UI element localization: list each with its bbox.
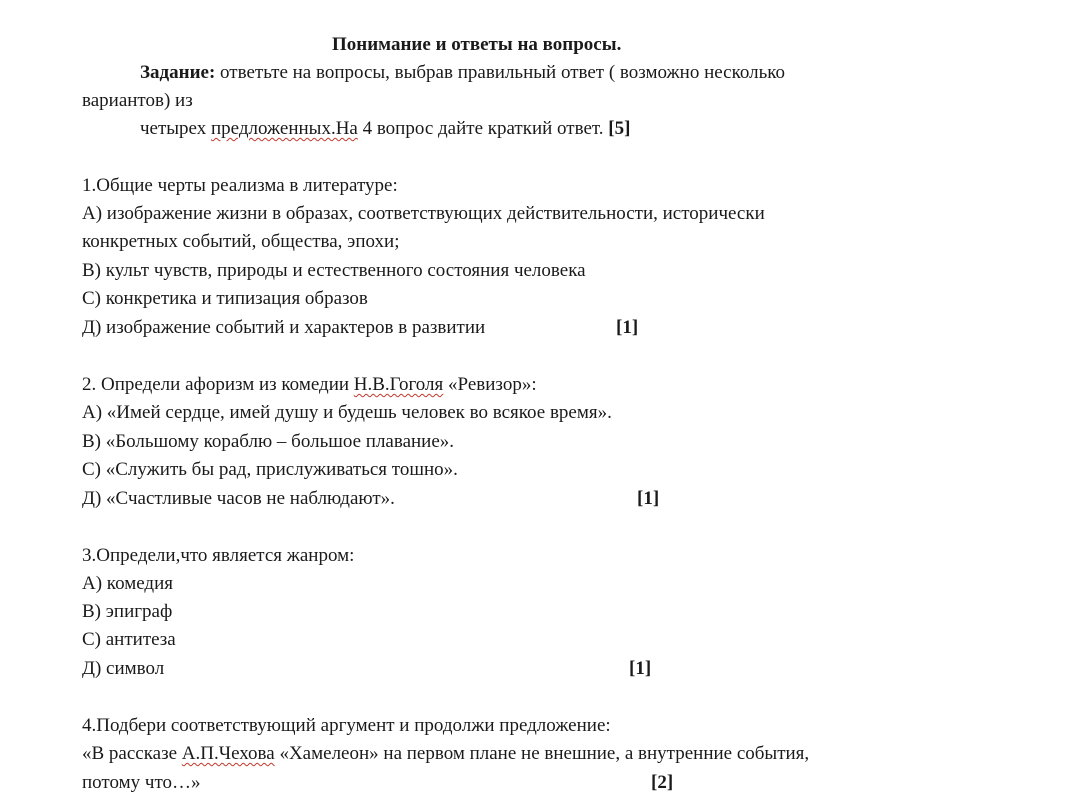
q4-line-1b: «Хамелеон» на первом плане не внешние, а внутренние события, <box>274 743 810 764</box>
q2-option-b: В) «Большому кораблю – большое плавание». <box>82 431 455 452</box>
task-text-3c: 4 вопрос дайте краткий ответ. <box>357 118 609 139</box>
q4-line-1 <box>82 743 809 765</box>
q2-prompt-a: 2. Определи афоризм из комедии <box>82 374 354 395</box>
task-line-3 <box>140 118 630 140</box>
q3-score: [1] <box>629 658 652 679</box>
page-title: Понимание и ответы на вопросы. <box>332 34 622 55</box>
q3-prompt: 3.Определи,что является жанром: <box>82 545 355 566</box>
task-label: Задание: <box>140 62 216 83</box>
q1-option-b: В) культ чувств, природы и естественного состояния человека <box>82 260 586 281</box>
q4-prompt: 4.Подбери соответствующий аргумент и продолжи предложение: <box>82 715 611 736</box>
task-text-3b: предложенных.На <box>211 118 358 139</box>
q4-line-2: потому что…» <box>82 772 201 793</box>
q2-prompt-name: Н.В.Гоголя <box>353 374 444 395</box>
q1-option-d: Д) изображение событий и характеров в развитии <box>82 317 486 338</box>
q1-option-a-line1: А) изображение жизни в образах, соответствующих действительности, исторически <box>82 203 765 224</box>
task-text-1: ответьте на вопросы, выбрав правильный ответ ( возможно несколько <box>215 62 786 83</box>
q2-prompt <box>82 374 537 396</box>
q2-score: [1] <box>637 488 660 509</box>
q4-author-name: А.П.Чехова <box>181 743 275 764</box>
task-text-3a: четырех <box>140 118 211 139</box>
task-line-2: вариантов) из <box>82 90 193 111</box>
q4-score: [2] <box>651 772 674 793</box>
q1-option-a-line2: конкретных событий, общества, эпохи; <box>82 231 400 252</box>
q1-score: [1] <box>616 317 639 338</box>
task-line-1 <box>140 62 785 84</box>
q2-option-c: С) «Служить бы рад, прислуживаться тошно». <box>82 459 458 480</box>
q2-option-d: Д) «Счастливые часов не наблюдают». <box>82 488 395 509</box>
q3-option-a: А) комедия <box>82 573 173 594</box>
q1-prompt: 1.Общие черты реализма в литературе: <box>82 175 398 196</box>
q2-prompt-b: «Ревизор»: <box>443 374 537 395</box>
task-score: [5] <box>608 118 631 139</box>
q4-line-1a: «В рассказе <box>82 743 182 764</box>
q1-option-c: С) конкретика и типизация образов <box>82 288 368 309</box>
q3-option-b: В) эпиграф <box>82 601 173 622</box>
q3-option-c: С) антитеза <box>82 629 176 650</box>
q3-option-d: Д) символ <box>82 658 165 679</box>
q2-option-a: А) «Имей сердце, имей душу и будешь человек во всякое время». <box>82 402 612 423</box>
